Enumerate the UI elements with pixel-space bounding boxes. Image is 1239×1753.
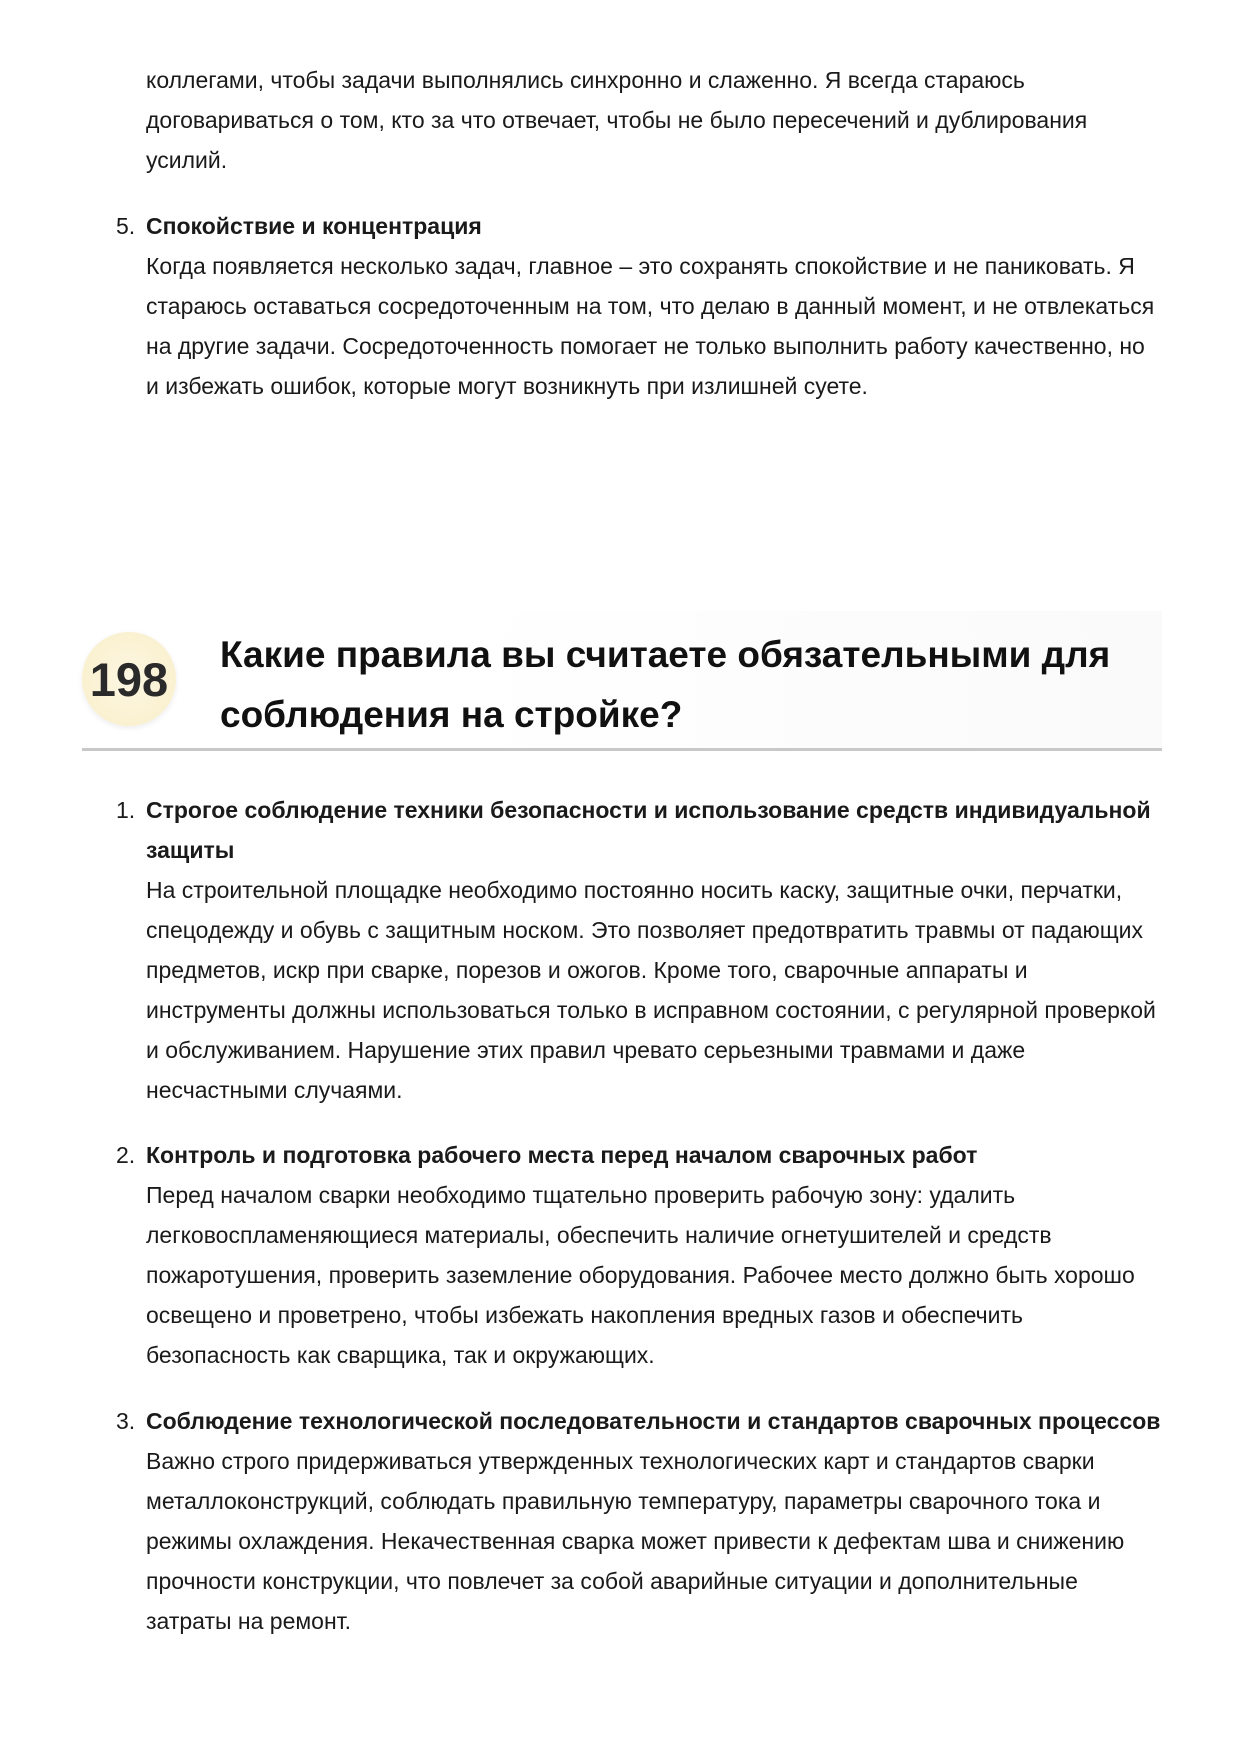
list-item-1 (116, 790, 1161, 1110)
list-item-body: Когда появляется несколько задач, главное – это сохранять спокойствие и не паниковать. Я стараюсь оставаться сосредоточенным на том, что делаю в данный момент, и не отвлекаться на другие задачи. Сосредоточенность помогает не только выполнить работу качественно, но и избежать ошибок, которые могут возникнуть при излишней суете. (146, 253, 1155, 399)
list-item-body: Перед началом сварки необходимо тщательно проверить рабочую зону: удалить легковоспламеняющиеся материалы, обеспечить наличие огнетушителей и средств пожаротушения, проверить заземление оборудования. Рабочее место должно быть хорошо освещено и проветрено, чтобы избежать накопления вредных газов и обеспечить безопасность как сварщика, так и окружающих. (146, 1182, 1135, 1368)
list-item-number: 3. (116, 1408, 136, 1434)
continuation-paragraph: коллегами, чтобы задачи выполнялись синхронно и слаженно. Я всегда стараюсь договариваться о том, кто за что отвечает, чтобы не было пересечений и дублирования усилий. (146, 67, 1088, 173)
question-title: Какие правила вы считаете обязательными для соблюдения на стройке? (220, 634, 1111, 735)
list-item-title: Спокойствие и концентрация (146, 213, 482, 239)
list-item-3 (116, 1401, 1161, 1641)
list-item-number: 2. (116, 1142, 136, 1168)
list-item-title: Контроль и подготовка рабочего места перед началом сварочных работ (146, 1142, 978, 1168)
list-item-title: Соблюдение технологической последовательности и стандартов сварочных процессов (146, 1408, 1161, 1434)
question-number-badge: 198 (82, 632, 176, 726)
list-item-title: Строгое соблюдение техники безопасности и использование средств индивидуальной защиты (146, 797, 1151, 863)
list-item-body: Важно строго придерживаться утвержденных технологических карт и стандартов сварки металлоконструкций, соблюдать правильную температуру, параметры сварочного тока и режимы охлаждения. Некачественная сварка может привести к дефектам шва и снижению прочности конструкции, что повлечет за собой аварийные ситуации и дополнительные затраты на ремонт. (146, 1448, 1125, 1634)
list-item-number: 1. (116, 797, 136, 823)
question-header (82, 611, 1162, 751)
list-item-number: 5. (116, 213, 136, 239)
list-item-body: На строительной площадке необходимо постоянно носить каску, защитные очки, перчатки, спецодежду и обувь с защитным носком. Это позволяет предотвратить травмы от падающих предметов, искр при сварке, порезов и ожогов. Кроме того, сварочные аппараты и инструменты должны использоваться только в исправном состоянии, с регулярной проверкой и обслуживанием. Нарушение этих правил чревато серьезными травмами и даже несчастными случаями. (146, 877, 1156, 1103)
list-item-5 (116, 206, 1161, 406)
list-item-2 (116, 1135, 1161, 1375)
